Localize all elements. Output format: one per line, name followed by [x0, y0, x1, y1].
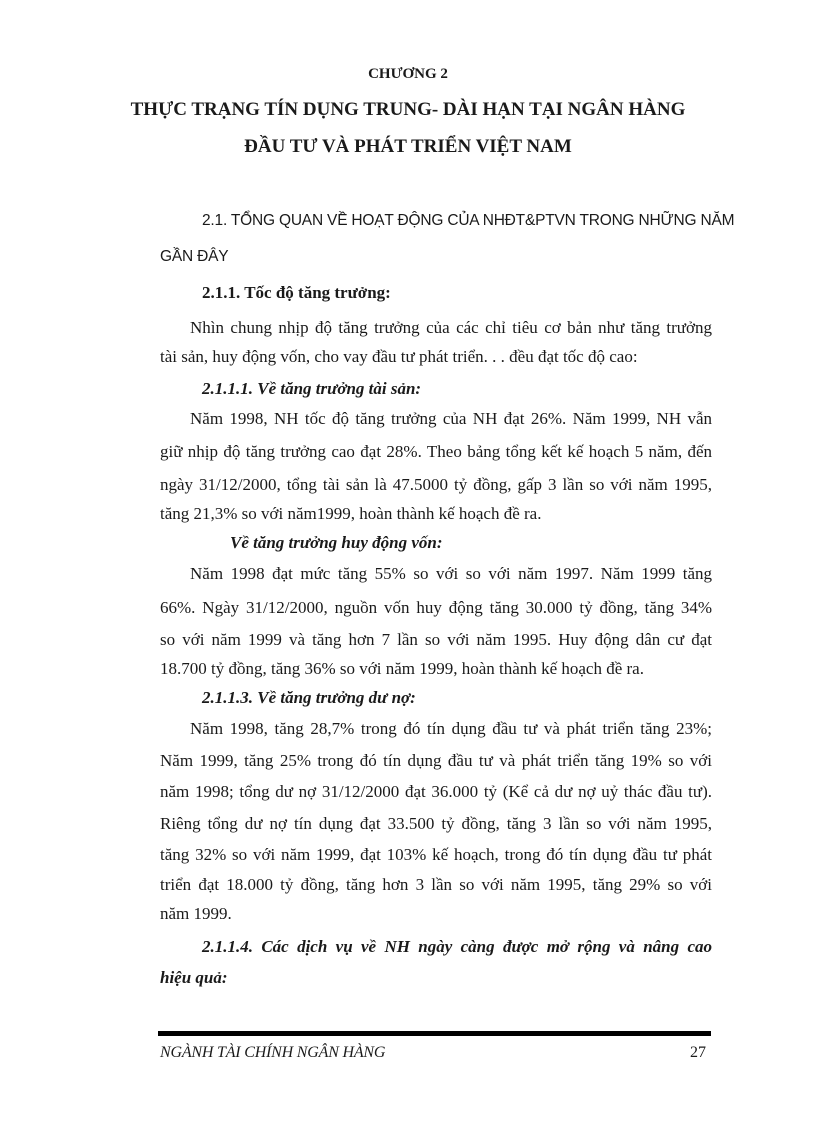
capital-paragraph-line: 66%. Ngày 31/12/2000, nguồn vốn huy động tăng 30.000 tỷ đồng, tăng 34% — [160, 598, 712, 617]
subsection-heading-2-1-1: 2.1.1. Tốc độ tăng trưởng: — [202, 283, 391, 302]
debt-paragraph-line: Năm 1998, tăng 28,7% trong đó tín dụng đầu tư và phát triển tăng 23%; — [190, 719, 712, 738]
debt-paragraph-line: năm 1998; tổng dư nợ 31/12/2000 đạt 36.000 tỷ (Kể cả dư nợ uỷ thác đầu tư). — [160, 782, 712, 801]
chapter-label: CHƯƠNG 2 — [368, 66, 448, 82]
capital-paragraph-line: 18.700 tỷ đồng, tăng 36% so với năm 1999, hoàn thành kế hoạch đề ra. — [160, 659, 644, 678]
subsection-heading-2-1-1-4: 2.1.1.4. Các dịch vụ về NH ngày càng được mở rộng và nâng cao — [202, 937, 712, 956]
debt-paragraph-line: Năm 1999, tăng 25% trong đó tín dụng đầu tư và phát triển tăng 19% so với — [160, 751, 712, 770]
subsection-heading-2-1-1-4-cont: hiệu quả: — [160, 968, 228, 987]
debt-paragraph-line: tăng 32% so với năm 1999, đạt 103% kế hoạch, trong đó tín dụng đầu tư phát — [160, 845, 712, 864]
intro-line: tài sản, huy động vốn, cho vay đầu tư phát triển. . . đều đạt tốc độ cao: — [160, 347, 638, 366]
debt-paragraph-line: triển đạt 18.000 tỷ đồng, tăng hơn 3 lần so với năm 1995, tăng 29% so với — [160, 875, 712, 894]
debt-paragraph-line: năm 1999. — [160, 904, 232, 923]
subsection-heading-2-1-1-3: 2.1.1.3. Về tăng trưởng dư nợ: — [202, 688, 416, 707]
intro-line: Nhìn chung nhịp độ tăng trưởng của các chỉ tiêu cơ bản như tăng trưởng — [190, 318, 712, 337]
debt-paragraph-line: Riêng tổng dư nợ tín dụng đạt 33.500 tỷ đồng, tăng 3 lần so với năm 1995, — [160, 814, 712, 833]
footer-department: NGÀNH TÀI CHÍNH NGÂN HÀNG — [160, 1044, 386, 1061]
assets-paragraph-line: tăng 21,3% so với năm1999, hoàn thành kế hoạch đề ra. — [160, 504, 542, 523]
assets-paragraph-line: ngày 31/12/2000, tổng tài sản là 47.5000 tỷ đồng, gấp 3 lần so với năm 1995, — [160, 475, 712, 494]
capital-paragraph-line: Năm 1998 đạt mức tăng 55% so với so với năm 1997. Năm 1999 tăng — [190, 564, 712, 583]
section-heading-line-1: 2.1. TỔNG QUAN VỀ HOẠT ĐỘNG CỦA NHĐT&PTVN TRONG NHỮNG NĂM — [202, 212, 735, 229]
capital-paragraph-line: so với năm 1999 và tăng hơn 7 lần so với năm 1995. Huy động dân cư đạt — [160, 630, 712, 649]
footer-rule — [158, 1031, 711, 1036]
chapter-title-line-2: ĐẦU TƯ VÀ PHÁT TRIỂN VIỆT NAM — [244, 136, 572, 157]
assets-paragraph-line: Năm 1998, NH tốc độ tăng trưởng của NH đạt 26%. Năm 1999, NH vẫn — [190, 409, 712, 428]
section-heading-line-2: GẦN ĐÂY — [160, 248, 229, 265]
subsection-heading-2-1-1-1: 2.1.1.1. Về tăng trưởng tài sản: — [202, 379, 422, 398]
page-number: 27 — [690, 1044, 706, 1061]
assets-paragraph-line: giữ nhịp độ tăng trưởng cao đạt 28%. Theo bảng tổng kết kế hoạch 5 năm, đến — [160, 442, 712, 461]
subsection-heading-capital: Về tăng trưởng huy động vốn: — [230, 533, 443, 552]
chapter-title-line-1: THỰC TRẠNG TÍN DỤNG TRUNG- DÀI HẠN TẠI NGÂN HÀNG — [130, 99, 686, 120]
